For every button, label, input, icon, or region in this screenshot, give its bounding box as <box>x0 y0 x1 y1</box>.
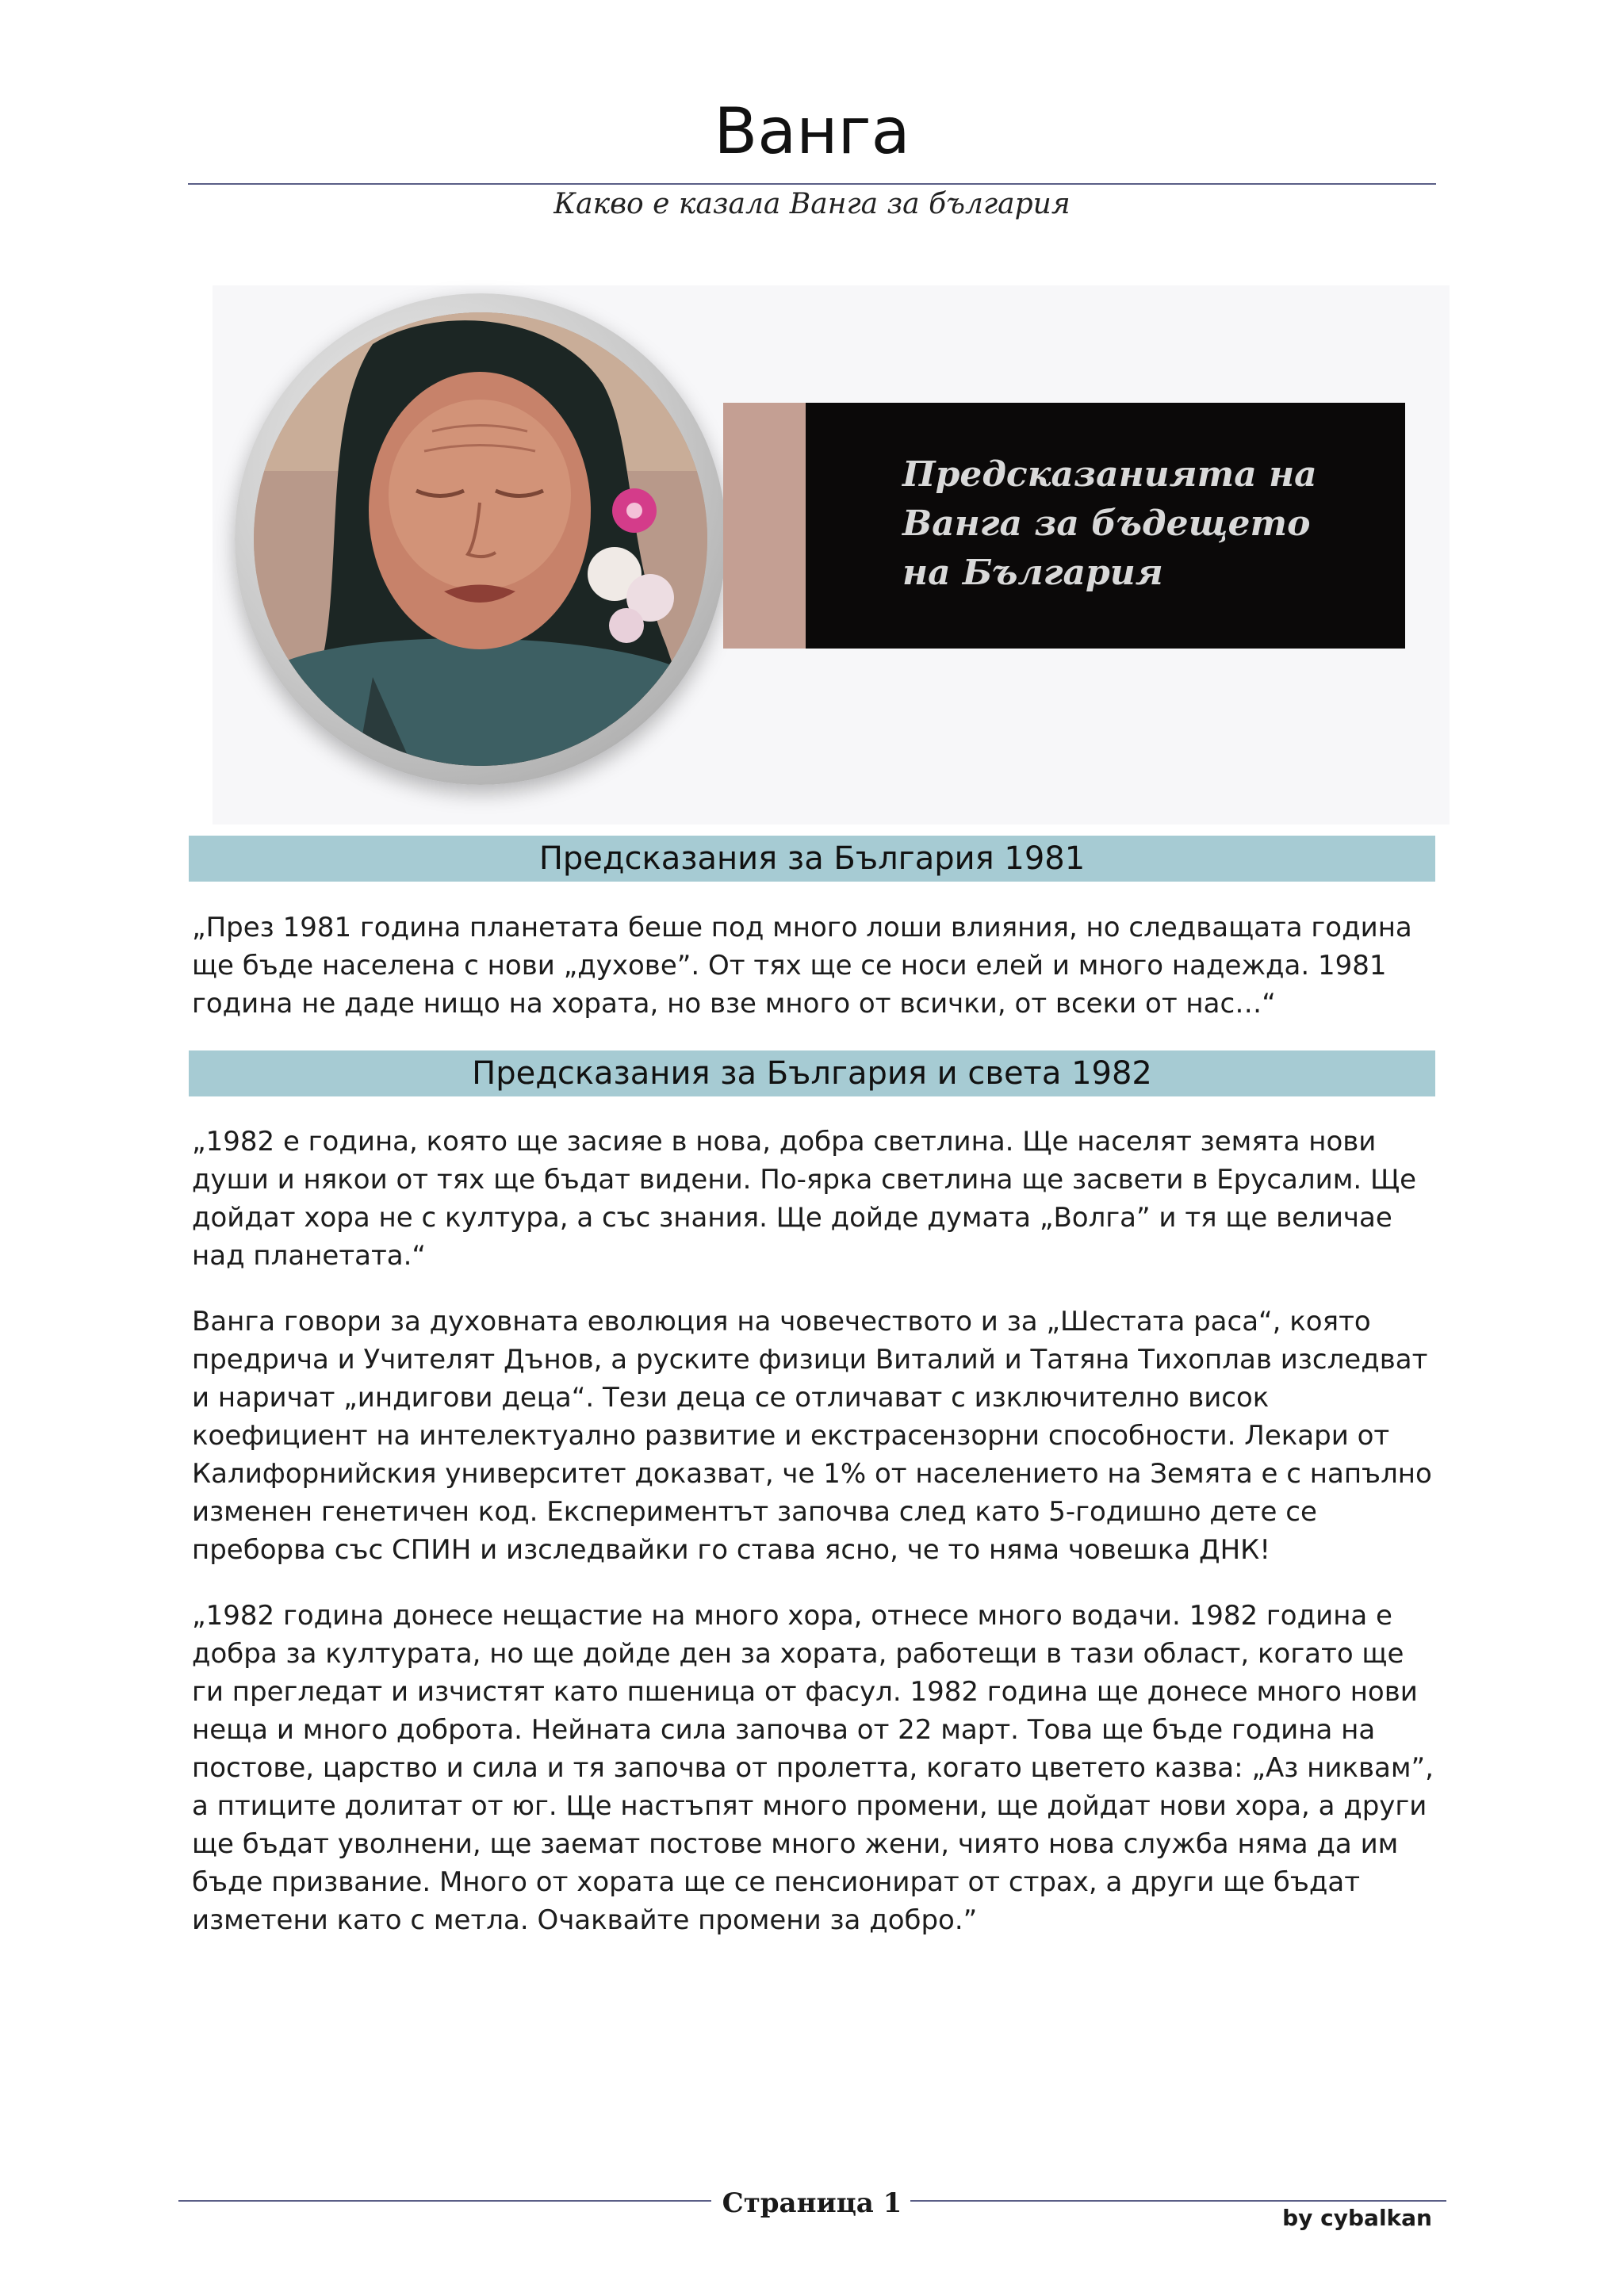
banner-line: Ванга за бъдещето <box>902 503 1311 544</box>
paragraph: Ванга говори за духовната еволюция на човечеството и за „Шестата раса“, която предрича и Учителят Дънов, а руските физици Виталий и Татяна Тихоплав изследват и наричат „индигови деца“. Тези деца се отличават с изключително висок коефициент на интелектуално развитие и екстрасензорни способности. Лекари от Калифорнийския университет доказват, че 1% от населението на Земята е с напълно изменен генетичен код. Експериментът започва след като 5-годишно дете се преборва със СПИН и изследвайки го става ясно, че то няма човешка ДНК! <box>192 1306 1432 1566</box>
banner-accent-block <box>723 403 806 649</box>
section-heading-1981: Предсказания за България 1981 <box>189 836 1435 882</box>
title-divider <box>188 183 1436 185</box>
banner-text <box>902 450 1358 598</box>
paragraph: „През 1981 година планетата беше под много лоши влияния, но следващата година ще бъде населена с нови „духове”. От тях ще се носи елей и много надежда. 1981 година не даде нищо на хората, но взе много от всички, от всеки от нас…“ <box>192 912 1412 1020</box>
title-banner <box>806 403 1405 649</box>
section-body-1982 <box>192 1123 1438 1939</box>
hero-image <box>213 285 1450 825</box>
portrait-illustration <box>254 312 707 766</box>
section-body-1981 <box>192 909 1438 1023</box>
paragraph: „1982 година донесе нещастие на много хора, отнесе много водачи. 1982 година е добра за културата, но ще дойде ден за хората, работещи в тази област, когато ще ги прегледат и изчистят като пшеница от фасул. 1982 година ще донесе много нови неща и много доброта. Нейната сила започва от 22 март. Това ще бъде година на постове, царство и сила и тя започва от пролетта, когато цветето казва: „Аз никвам”, а птиците долитат от юг. Ще настъпят много промени, ще дойдат нови хора, а други ще бъдат уволнени, ще заемат постове много жени, чиято нова служба няма да им бъде призвание. Много от хората ще се пенсионират от страх, а други ще бъдат изметени като с метла. Очаквайте промени за добро.” <box>192 1600 1434 1936</box>
page-title: Ванга <box>714 94 910 168</box>
page-subtitle: Какво е казала Ванга за българия <box>553 188 1071 220</box>
page-number: Страница 1 <box>722 2187 902 2219</box>
portrait-frame <box>235 293 726 785</box>
banner-line: на България <box>902 553 1163 593</box>
banner-line: Предсказанията на <box>902 454 1317 495</box>
portrait-photo <box>254 312 707 766</box>
paragraph: „1982 е година, която ще засияе в нова, добра светлина. Ще населят земята нови души и някои от тях ще бъдат видени. По-ярка светлина ще засвети в Ерусалим. Ще дойдат хора не с култура, а със знания. Ще дойде думата „Волга” и тя ще величае над планетата.“ <box>192 1126 1417 1272</box>
footer-divider-right <box>910 2200 1446 2202</box>
section-heading-1982: Предсказания за България и света 1982 <box>189 1050 1435 1096</box>
byline: by cybalkan <box>1282 2205 1432 2231</box>
